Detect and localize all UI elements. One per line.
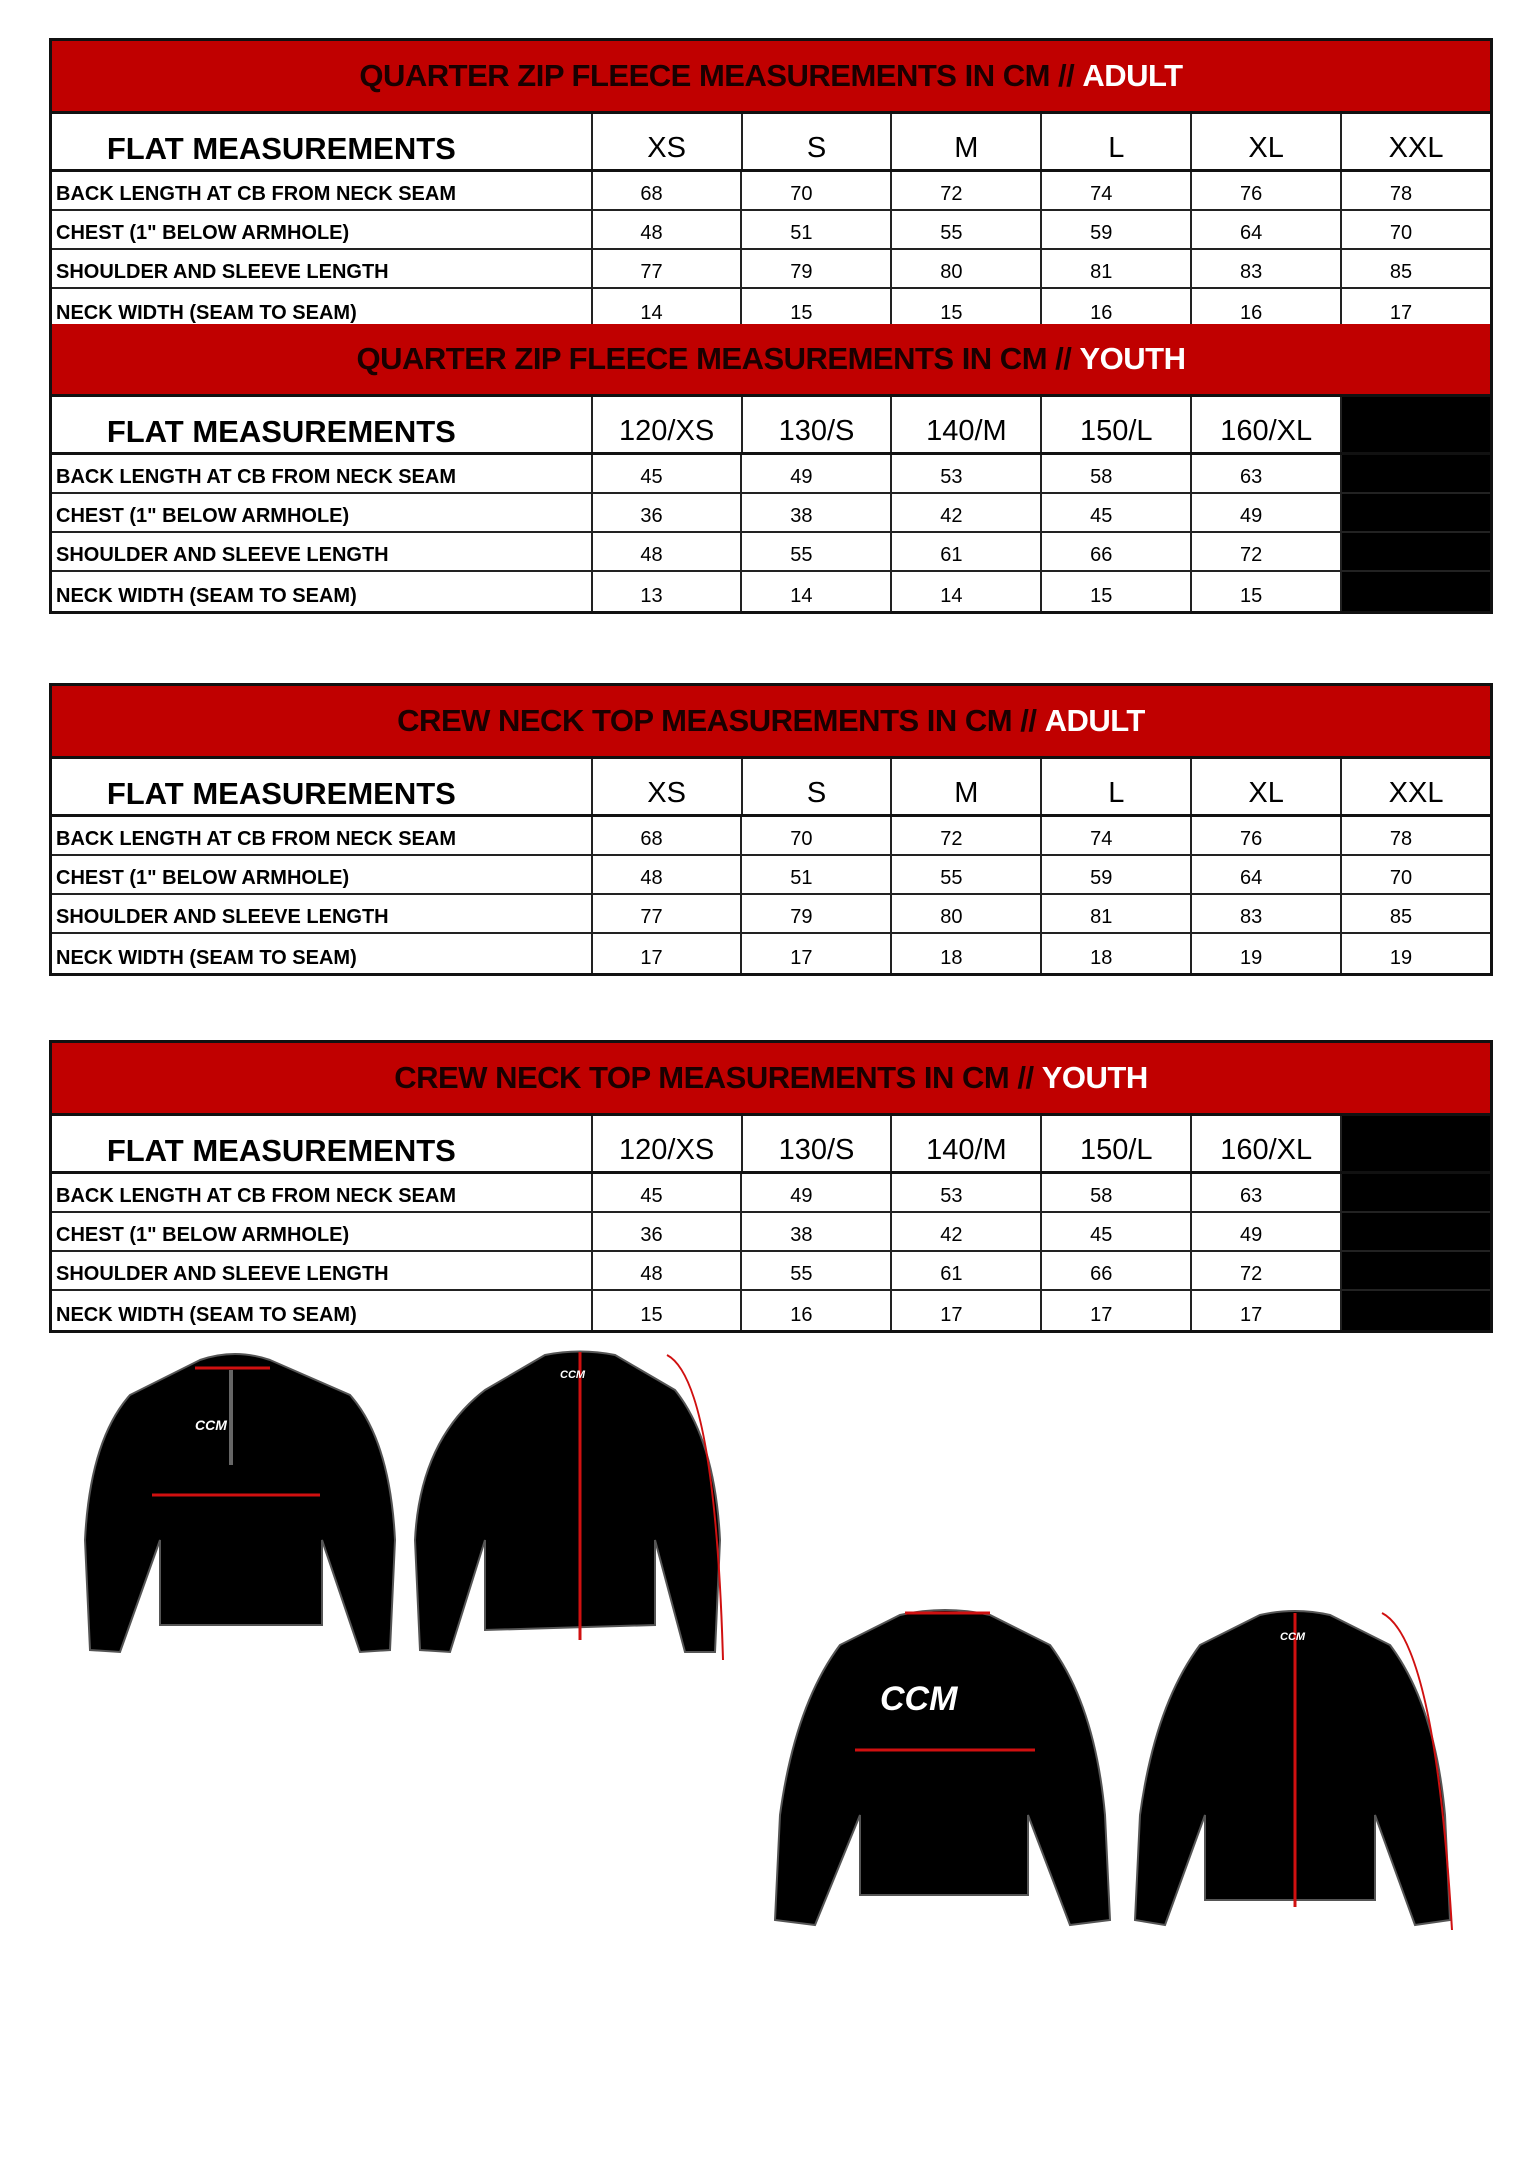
measurement-value: 83 [1190,250,1340,287]
measurement-value: 72 [1190,533,1340,570]
measurement-value: 45 [591,1174,741,1211]
table-title-text: QUARTER ZIP FLEECE MEASUREMENTS IN CM // [359,58,1075,93]
measurement-value: 48 [591,1252,741,1289]
measurement-value: 61 [890,1252,1040,1289]
size-table-adult [49,683,1493,976]
table-title [52,324,1490,397]
measurement-value: 64 [1190,211,1340,248]
measurement-label: CHEST (1" BELOW ARMHOLE) [56,505,350,527]
measurement-label: CHEST (1" BELOW ARMHOLE) [56,222,350,244]
measurement-label: CHEST (1" BELOW ARMHOLE) [56,867,350,889]
table-row [52,572,1490,611]
measurement-value: 45 [1040,1213,1190,1250]
table-row [52,172,1490,211]
measurement-value: 70 [1340,211,1490,248]
measurement-value: 48 [591,211,741,248]
measurement-value: 63 [1190,1174,1340,1211]
measurement-value: 79 [740,250,890,287]
size-header: XL [1190,759,1340,814]
measurement-value: 15 [1190,572,1340,611]
size-header: XS [591,759,741,814]
empty-cell [1340,1174,1490,1211]
measurement-value: 16 [1190,289,1340,328]
measurement-value: 66 [1040,1252,1190,1289]
ccm-logo-front: CCM [880,1680,958,1718]
measurement-value: 55 [740,533,890,570]
size-header: S [741,114,891,169]
table-row [52,1291,1490,1330]
measurement-value: 74 [1040,817,1190,854]
measurement-label: SHOULDER AND SLEEVE LENGTH [56,906,389,928]
column-header-label: FLAT MEASUREMENTS [106,414,456,449]
measurement-value: 14 [890,572,1040,611]
measurement-value: 49 [740,455,890,492]
measurement-value: 38 [740,494,890,531]
column-header-label: FLAT MEASUREMENTS [106,131,456,166]
size-header: 140/M [890,397,1040,452]
table-title [52,1043,1490,1116]
measurement-label: BACK LENGTH AT CB FROM NECK SEAM [56,183,456,205]
measurement-value: 76 [1190,172,1340,209]
measurement-value: 78 [1340,172,1490,209]
size-header: L [1040,759,1190,814]
table-audience: ADULT [1082,58,1183,93]
measurement-label: BACK LENGTH AT CB FROM NECK SEAM [56,1185,456,1207]
table-title-text: CREW NECK TOP MEASUREMENTS IN CM // [397,703,1037,738]
size-header: 120/XS [591,1116,741,1171]
measurement-value: 38 [740,1213,890,1250]
measurement-value: 49 [1190,494,1340,531]
measurement-value: 70 [1340,856,1490,893]
ccm-logo-back: CCM [560,1369,586,1381]
table-row [52,934,1490,973]
measurement-value: 79 [740,895,890,932]
empty-cell [1340,1116,1490,1171]
empty-cell [1340,1291,1490,1330]
measurement-value: 68 [591,817,741,854]
quarter-zip-illustrations [60,1340,750,1670]
measurement-value: 18 [890,934,1040,973]
measurement-label: SHOULDER AND SLEEVE LENGTH [56,1263,389,1285]
measurement-label: NECK WIDTH (SEAM TO SEAM) [56,947,357,969]
size-header: S [741,759,891,814]
measurement-value: 14 [591,289,741,328]
measurement-value: 36 [591,1213,741,1250]
measurement-value: 48 [591,856,741,893]
measurement-value: 80 [890,250,1040,287]
size-header: 130/S [741,397,891,452]
measurement-value: 19 [1340,934,1490,973]
table-header-row [52,759,1490,817]
table-row [52,494,1490,533]
measurement-value: 42 [890,1213,1040,1250]
table-row [52,1213,1490,1252]
measurement-value: 77 [591,250,741,287]
measurement-value: 51 [740,211,890,248]
measurement-value: 48 [591,533,741,570]
empty-cell [1340,572,1490,611]
measurement-value: 16 [740,1291,890,1330]
table-row [52,289,1490,328]
table-row [52,895,1490,934]
measurement-value: 80 [890,895,1040,932]
size-header: L [1040,114,1190,169]
measurement-value: 17 [1040,1291,1190,1330]
measurement-value: 17 [1190,1291,1340,1330]
measurement-value: 15 [591,1291,741,1330]
measurement-value: 85 [1340,895,1490,932]
table-row [52,455,1490,494]
measurement-value: 51 [740,856,890,893]
measurement-value: 85 [1340,250,1490,287]
measurement-value: 78 [1340,817,1490,854]
measurement-value: 72 [890,172,1040,209]
measurement-value: 83 [1190,895,1340,932]
table-row [52,856,1490,895]
ccm-logo-small: CCM [195,1417,227,1433]
measurement-value: 61 [890,533,1040,570]
measurement-label: NECK WIDTH (SEAM TO SEAM) [56,302,357,324]
table-row [52,250,1490,289]
crew-neck-illustrations [770,1595,1490,1940]
table-title [52,41,1490,114]
measurement-value: 81 [1040,250,1190,287]
measurement-value: 17 [1340,289,1490,328]
size-header: M [890,759,1040,814]
size-header: 140/M [890,1116,1040,1171]
measurement-label: SHOULDER AND SLEEVE LENGTH [56,261,389,283]
measurement-value: 19 [1190,934,1340,973]
empty-cell [1340,1252,1490,1289]
measurement-value: 64 [1190,856,1340,893]
measurement-value: 14 [740,572,890,611]
size-header: 160/XL [1190,397,1340,452]
measurement-value: 36 [591,494,741,531]
measurement-value: 55 [740,1252,890,1289]
measurement-value: 42 [890,494,1040,531]
measurement-label: NECK WIDTH (SEAM TO SEAM) [56,1304,357,1326]
size-header: XXL [1340,759,1490,814]
table-row [52,211,1490,250]
measurement-value: 58 [1040,455,1190,492]
measurement-value: 72 [1190,1252,1340,1289]
size-table-youth [49,1040,1493,1333]
measurement-value: 17 [890,1291,1040,1330]
size-header: XS [591,114,741,169]
quarter-zip-back-illustration [415,1352,723,1661]
measurement-label: BACK LENGTH AT CB FROM NECK SEAM [56,828,456,850]
size-header: 160/XL [1190,1116,1340,1171]
quarter-zip-front-illustration [85,1354,395,1652]
empty-cell [1340,397,1490,452]
table-header-row [52,1116,1490,1174]
table-audience: YOUTH [1041,1060,1148,1095]
size-header: M [890,114,1040,169]
measurement-value: 49 [1190,1213,1340,1250]
measurement-value: 70 [740,817,890,854]
measurement-value: 55 [890,856,1040,893]
table-title-text: QUARTER ZIP FLEECE MEASUREMENTS IN CM // [356,341,1072,376]
measurement-value: 70 [740,172,890,209]
table-row [52,817,1490,856]
measurement-value: 81 [1040,895,1190,932]
table-header-row [52,114,1490,172]
table-header-row [52,397,1490,455]
measurement-value: 66 [1040,533,1190,570]
measurement-value: 63 [1190,455,1340,492]
measurement-value: 45 [591,455,741,492]
measurement-value: 59 [1040,856,1190,893]
size-header: 130/S [741,1116,891,1171]
measurement-value: 16 [1040,289,1190,328]
measurement-value: 15 [740,289,890,328]
empty-cell [1340,1213,1490,1250]
empty-cell [1340,494,1490,531]
measurement-label: BACK LENGTH AT CB FROM NECK SEAM [56,466,456,488]
measurement-label: CHEST (1" BELOW ARMHOLE) [56,1224,350,1246]
measurement-value: 17 [740,934,890,973]
table-row [52,533,1490,572]
measurement-value: 76 [1190,817,1340,854]
measurement-value: 53 [890,1174,1040,1211]
measurement-value: 49 [740,1174,890,1211]
table-row [52,1174,1490,1213]
measurement-value: 17 [591,934,741,973]
measurement-value: 15 [1040,572,1190,611]
size-table-adult [49,38,1493,331]
table-audience: ADULT [1044,703,1145,738]
size-header: XXL [1340,114,1490,169]
table-title [52,686,1490,759]
measurement-value: 53 [890,455,1040,492]
measurement-value: 72 [890,817,1040,854]
column-header-label: FLAT MEASUREMENTS [106,776,456,811]
measurement-label: NECK WIDTH (SEAM TO SEAM) [56,585,357,607]
measurement-value: 58 [1040,1174,1190,1211]
size-table-youth [49,324,1493,614]
measurement-value: 45 [1040,494,1190,531]
measurement-value: 13 [591,572,741,611]
measurement-value: 59 [1040,211,1190,248]
empty-cell [1340,533,1490,570]
measurement-value: 77 [591,895,741,932]
measurement-label: SHOULDER AND SLEEVE LENGTH [56,544,389,566]
size-header: XL [1190,114,1340,169]
measurement-value: 55 [890,211,1040,248]
ccm-logo-back-crew: CCM [1280,1631,1306,1643]
measurement-value: 18 [1040,934,1190,973]
size-header: 150/L [1040,397,1190,452]
measurement-value: 74 [1040,172,1190,209]
size-header: 120/XS [591,397,741,452]
column-header-label: FLAT MEASUREMENTS [106,1133,456,1168]
size-header: 150/L [1040,1116,1190,1171]
table-audience: YOUTH [1079,341,1186,376]
table-row [52,1252,1490,1291]
measurement-value: 68 [591,172,741,209]
table-title-text: CREW NECK TOP MEASUREMENTS IN CM // [394,1060,1034,1095]
measurement-value: 15 [890,289,1040,328]
crew-neck-front-illustration [775,1610,1110,1925]
empty-cell [1340,455,1490,492]
crew-neck-back-illustration [1135,1611,1452,1930]
